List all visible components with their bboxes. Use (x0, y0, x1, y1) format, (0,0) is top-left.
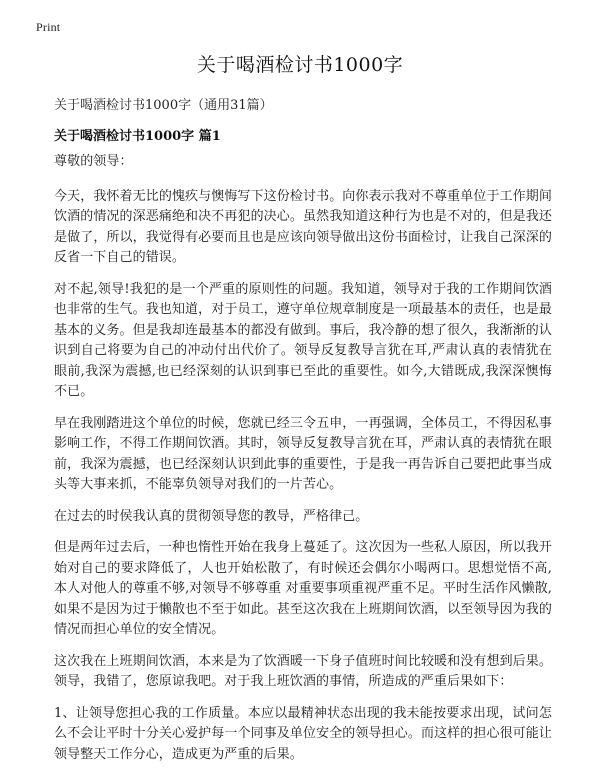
section-heading: 关于喝酒检讨书1000字 篇1 (54, 129, 221, 144)
paragraph-3: 早在我刚踏进这个单位的时候，您就已经三令五申，一再强调，全体员工，不得因私事影响工作，不得工作期间饮酒。其时，领导反复教导言犹在耳，严肃认真的表情犹在眼前，我深为震撼，也已经深刻认识到此事的重要性，于是我一再告诉自己要把此事当成头等大事来抓，不能辜负领导对我们的一片苦心。 (54, 415, 552, 492)
paragraph-7: 1、让领导您担心我的工作质量。本应以最精神状态出现的我未能按要求出现，试问怎么不会让平时十分关心爱护每一个同事及单位安全的领导担心。而这样的担心很可能让领导整天工作分心，造成更为严重的后果。 (54, 705, 552, 762)
greeting: 尊敬的领导： (54, 154, 133, 169)
print-label: Print (36, 20, 61, 34)
paragraph-1: 今天，我怀着无比的愧疚与懊悔写下这份检讨书。向你表示我对不尊重单位于工作期间饮酒的情况的深恶痛绝和决不再犯的决心。虽然我知道这种行为也是不对的，但是我还是做了，所以，我觉得有必要而且也是应该向领导做出这份书面检讨，让我自己深深的反省一下自己的错误。 (54, 188, 552, 265)
paragraph-4: 在过去的时侯我认真的贯彻领导您的教导，严格律己。 (54, 508, 369, 524)
paragraph-2: 对不起,领导!我犯的是一个严重的原则性的问题。我知道，领导对于我的工作期间饮酒也非常的生气。我也知道，对于员工，遵守单位规章制度是一项最基本的责任，也是最基本的义务。但是我却连最基本的都没有做到。事后，我冷静的想了很久，我渐渐的认识到自己将要为自己的冲动付出代价了。领导反复教导言犹在耳,严肃认真的表情犹在眼前,我深为震撼,也已经深刻的认识到事已至此的重要性。如今,大错既成,我深深懊悔不已。 (54, 281, 552, 399)
document-subtitle: 关于喝酒检讨书1000字（通用31篇） (54, 98, 273, 113)
document-title: 关于喝酒检讨书1000字 (196, 54, 404, 76)
paragraph-6: 这次我在上班期间饮酒，本来是为了饮酒暖一下身子值班时间比较暖和没有想到后果。领导，我错了，您原谅我吧。对于我上班饮酒的事情，所造成的严重后果如下： (54, 653, 552, 689)
document-body (54, 152, 552, 776)
paragraph-5: 但是两年过去后，一种也惰性开始在我身上蔓延了。这次因为一些私人原因，所以我开始对自己的要求降低了，人也开始松散了，有时候还会偶尔小喝两口。思想觉悟不高,本人对他人的尊重不够,对领导不够尊重 对重要事项重视严重不足。平时生活作风懒散,如果不是因为过于懒散也不至于如此。甚至这次我在上班期间饮酒，以至领导因为我的情况而担心单位的安全情况。 (54, 540, 552, 637)
